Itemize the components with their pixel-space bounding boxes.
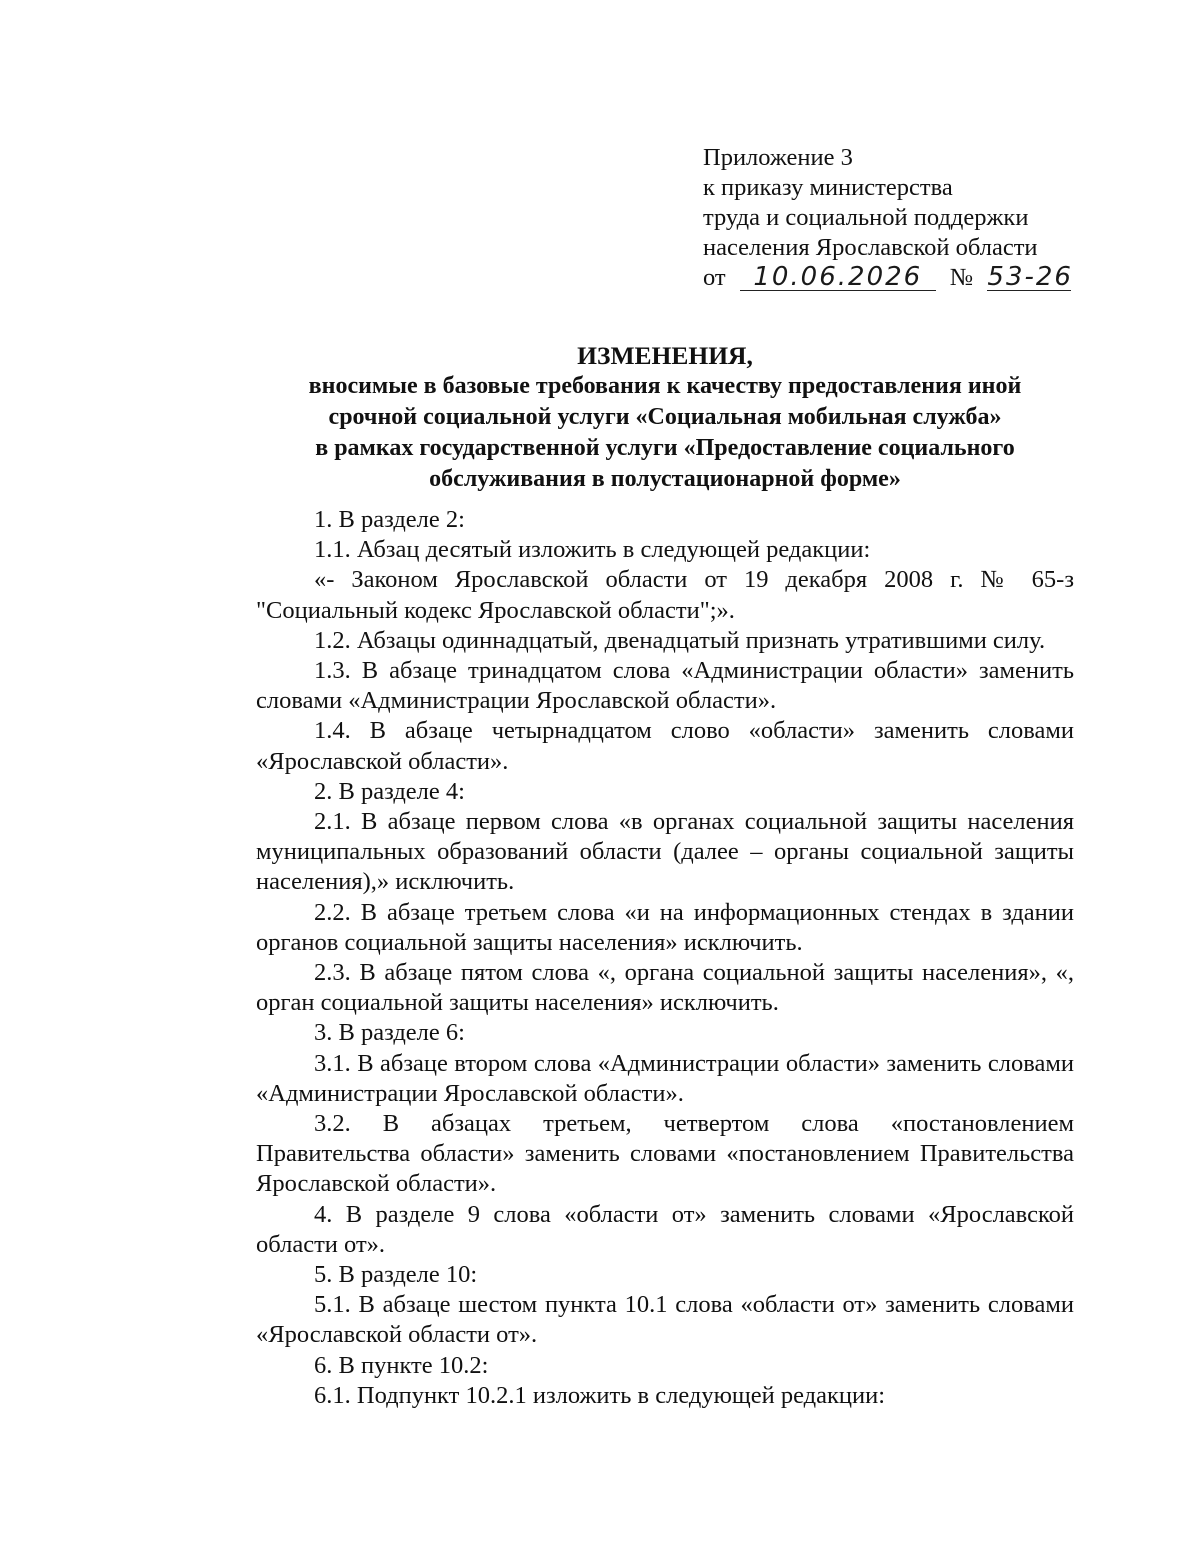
paragraph: 6. В пункте 10.2: <box>314 1351 489 1379</box>
paragraph: 2.2. В абзаце третьем слова «и на информационных стендах в здании органов социальной защиты населения» исключить. <box>256 898 1074 956</box>
annex-line: Приложение 3 <box>703 144 853 171</box>
paragraph: «- Законом Ярославской области от 19 декабря 2008 г. № 65-з "Социальный кодекс Ярославской области";». <box>256 566 1074 624</box>
handwritten-date: 10.06.2026 <box>740 264 936 291</box>
title-line: срочной социальной услуги «Социальная мобильная служба» <box>328 404 1002 430</box>
paragraph: 1.1. Абзац десятый изложить в следующей редакции: <box>314 536 871 564</box>
paragraph: 2.3. В абзаце пятом слова «, органа социальной защиты населения», «, орган социальной защиты населения» исключить. <box>256 959 1074 1017</box>
handwritten-number: 53-26 <box>987 262 1073 292</box>
annex-line: к приказу министерства <box>703 174 953 201</box>
document-title <box>250 340 1080 495</box>
paragraph: 4. В разделе 9 слова «области от» заменить словами «Ярославской области от». <box>256 1200 1074 1258</box>
title-line: обслуживания в полустационарной форме» <box>429 466 901 492</box>
title-heading: ИЗМЕНЕНИЯ, <box>577 341 753 370</box>
paragraph: 2.1. В абзаце первом слова «в органах социальной защиты населения муниципальных образований области (далее – органы социальной защиты населения),» исключить. <box>256 808 1074 896</box>
title-line: в рамках государственной услуги «Предоставление социального <box>315 435 1015 461</box>
date-prefix: от <box>703 264 726 291</box>
annex-line: населения Ярославской области <box>703 234 1038 261</box>
paragraph: 3.1. В абзаце втором слова «Администрации области» заменить словами «Администрации Ярославской области». <box>256 1049 1074 1107</box>
paragraph: 3.2. В абзацах третьем, четвертом слова «постановлением Правительства области» заменить словами «постановлением Правительства Ярославской области». <box>256 1110 1074 1198</box>
number-sign: № <box>949 264 974 291</box>
paragraph: 1. В разделе 2: <box>314 506 465 533</box>
paragraph: 5.1. В абзаце шестом пункта 10.1 слова «области от» заменить словами «Ярославской области от». <box>256 1291 1074 1349</box>
paragraph: 1.3. В абзаце тринадцатом слова «Администрации области» заменить словами «Администрации Ярославской области». <box>256 657 1074 715</box>
title-line: вносимые в базовые требования к качеству предоставления иной <box>308 373 1022 399</box>
annex-line: труда и социальной поддержки <box>703 204 1029 231</box>
annex-block <box>703 143 1071 293</box>
paragraph: 3. В разделе 6: <box>314 1019 465 1047</box>
paragraph: 5. В разделе 10: <box>314 1261 478 1289</box>
paragraph: 6.1. Подпункт 10.2.1 изложить в следующей редакции: <box>314 1381 886 1409</box>
paragraph: 2. В разделе 4: <box>314 777 465 805</box>
document-body <box>256 505 1074 1411</box>
paragraph: 1.4. В абзаце четырнадцатом слово «области» заменить словами «Ярославской области». <box>256 717 1074 775</box>
order-date-number-line <box>703 263 1071 293</box>
paragraph: 1.2. Абзацы одиннадцатый, двенадцатый признать утратившими силу. <box>314 626 1046 654</box>
